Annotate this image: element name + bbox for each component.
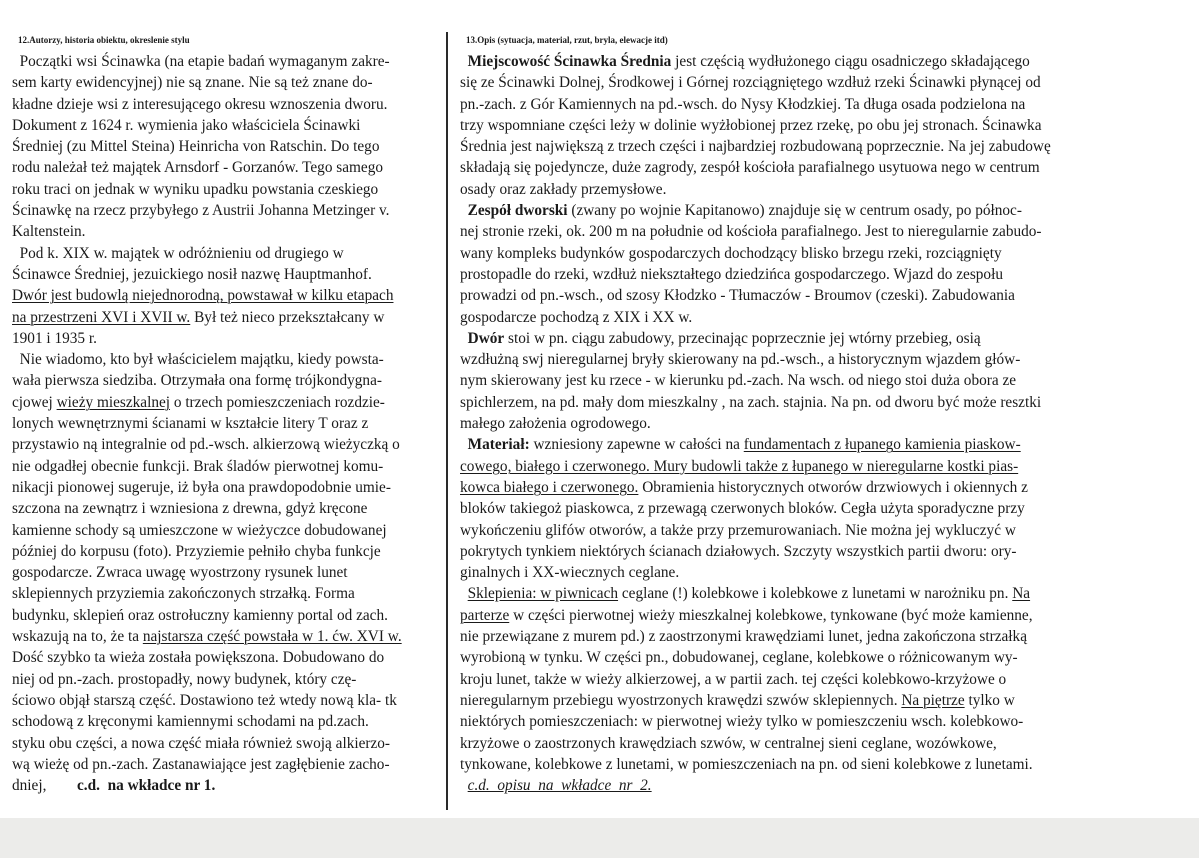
left-line: przystawio ną integralnie od pd.-wsch. alkierzową wieżyczką o [12, 436, 400, 454]
left-line: szczona na zewnątrz i wzniesiona z drewna, gdyż kręcone [12, 500, 368, 518]
history-text [12, 51, 440, 796]
history-column [12, 34, 440, 796]
right-line: Sklepienia: w piwnicach ceglane (!) kolebkowe i kolebkowe z lunetami w narożniku pn. Na [467, 585, 1031, 603]
right-line: cowego, białego i czerwonego. Mury budowli także z łupanego w nieregularne kostki pias- [460, 457, 1019, 475]
left-line: Dość szybko ta wieża została powiększona. Dobudowano do [12, 649, 385, 667]
left-line: Pod k. XIX w. majątek w odróżnieniu od drugiego w [12, 244, 344, 262]
right-line: parterze w części pierwotnej wieży mieszkalnej kolebkowe, tynkowane (być może kamienne, [460, 606, 1033, 624]
left-line: schodową z kręconymi kamiennymi schodami na pd.zach. [12, 713, 369, 731]
right-line: kroju lunet, także w wieży alkierzowej, a w partii zach. tej części kolebkowo-krzyżowe o [460, 670, 1007, 688]
right-line: trzy wspomniane części leży w dolinie wyżłobionej przez rzekę, po obu jej stronach. Ścinawka [460, 116, 1042, 134]
right-line: spichlerzem, na pd. mały dom mieszkalny , na zach. stajnia. Na pn. od dworu być może resztki [460, 393, 1042, 411]
left-line: Nie wiadomo, kto był właścicielem majątku, kiedy powsta- [12, 351, 384, 369]
left-line: nie odgadłej obecnie funkcji. Brak śladów pierwotnej komu- [12, 457, 384, 475]
right-line: gospodarcze pochodzą z XIX i XX w. [460, 308, 693, 326]
left-line: kładne dzieje wsi z interesującego okresu wznoszenia dworu. [12, 95, 388, 113]
description-column [460, 34, 1190, 796]
left-line: ściowo objął starszą część. Dostawiono też wtedy nową kla- tk [12, 691, 397, 709]
right-line: c.d. opisu na wkładce nr 2. [467, 777, 652, 795]
right-line: wany kompleks budynków gospodarczych dochodzący blisko brzegu rzeki, rozciągnięty [460, 244, 1002, 262]
right-line: się ze Ścinawki Dolnej, Środkowej i Górnej rozciągniętego wzdłuż rzeki Ścinawki płynącej od [460, 74, 1041, 92]
left-line: wą wieżę od pn.-zach. Zastanawiające jest zagłębienie zacho- [12, 755, 390, 773]
right-line: Materiał: wzniesiony zapewne w całości na fundamentach z łupanego kamienia piaskow- [467, 436, 1021, 454]
left-line: rodu należał też majątek Arnsdorf - Gorzanów. Tego samego [12, 159, 384, 177]
right-line: pokrytych tynkiem niektórych ścianach działowych. Szczyty wszystkich partii dworu: ory- [460, 542, 1017, 560]
right-line: prowadzi od pn.-wsch., od szosy Kłodzko - Tłumaczów - Broumov (czeski). Zabudowania [460, 287, 1015, 305]
right-line: wyrobioną w tynku. W części pn., dobudowanej, ceglane, kolebkowe o różnicowanym wy- [460, 649, 1018, 667]
left-line: Dokument z 1624 r. wymienia jako właściciela Ścinawki [12, 116, 361, 134]
left-line: cjowej wieży mieszkalnej o trzech pomieszczeniach rozdzie- [12, 393, 385, 411]
history-header: 12.Autorzy, historia obiektu, okreslenie stylu [18, 35, 190, 45]
page-bottom-strip [0, 818, 1199, 858]
left-line: Dwór jest budowlą niejednorodną, powstawał w kilku etapach [12, 287, 394, 305]
left-line: 1901 i 1935 r. [12, 329, 97, 347]
right-line: prostopadle do rzeki, wzdłuż niekształtego dziedzińca gospodarczego. Wjazd do zespołu [460, 265, 1003, 283]
right-line: nie przewiązane z murem pd.) z zaostrzonymi krawędziami lunet, jedna zakończona strzałką [460, 628, 1027, 646]
right-line: wzdłużną swj nieregularnej bryły skierowany na pd.-wsch., a historycznym wjazdem głów- [460, 351, 1021, 369]
left-line: styku obu części, a nowa część miała również swoją alkierzo- [12, 734, 391, 752]
right-line: osady oraz zakłady przemysłowe. [460, 180, 667, 198]
right-line: bloków takiegoż piaskowca, z przewagą czerwonych bloków. Cegła użyta sporadyczne przy [460, 500, 1025, 518]
right-line: niektórych pomieszczeniach: w pierwotnej wieży tylko w pomieszczeniu wsch. kolebkowo- [460, 713, 1024, 731]
left-line: lonych wewnętrznymi ścianami w kształcie litery T oraz z [12, 415, 369, 433]
right-line: nej stronie rzeki, ok. 200 m na południe od kościoła parafialnego. Jest to nieregularnie zabudo- [460, 223, 1042, 241]
left-line: Ścinawce Średniej, jezuickiego nosił nazwę Hauptmanhof. [12, 265, 372, 283]
right-line: kowca białego i czerwonego. Obramienia historycznych otworów drzwiowych i okiennych z [460, 478, 1028, 496]
description-text [460, 51, 1190, 796]
left-line: sem karty ewidencyjnej) nie są znane. Nie są też znane do- [12, 74, 373, 92]
left-line: później do korpusu (foto). Przyziemie pełniło chyba funkcje [12, 542, 381, 560]
left-line: roku traci on jednak w wyniku upadku powstania czeskiego [12, 180, 379, 198]
left-line: nikacji pionowej sugeruje, iż była ona prawdopodobnie umie- [12, 478, 391, 496]
right-line: tynkowane, kolebkowe z lunetami, w pomieszczeniach na pn. od sieni kolebkowe z lunetami. [460, 755, 1033, 773]
right-line: wykończeniu glifów otworów, a także przy przemurowaniach. Nie można jej wykluczyć w [460, 521, 1016, 539]
right-line: pn.-zach. z Gór Kamiennych na pd.-wsch. do Nysy Kłodzkiej. Ta długa osada podzielona na [460, 95, 1026, 113]
left-line: Średniej (zu Mittel Steina) Heinricha von Ratschin. Do tego [12, 138, 380, 156]
right-line: Zespół dworski (zwany po wojnie Kapitanowo) znajduje się w centrum osady, po północ- [467, 202, 1022, 220]
left-line: Kaltenstein. [12, 223, 86, 241]
right-line: ginalnych i XX-wiecznych ceglane. [460, 564, 680, 582]
left-line: wała pierwsza siedziba. Otrzymała ona formę trójkondygna- [12, 372, 382, 390]
right-line: składają się pojedyncze, duże zagrody, zespół kościoła parafialnego usytuowa nego w centrum [460, 159, 1040, 177]
right-line: małego założenia ogrodowego. [460, 415, 651, 433]
left-line: Początki wsi Ścinawka (na etapie badań wymaganym zakre- [12, 53, 390, 70]
left-line: Ścinawkę na rzecz przybyłego z Austrii Johanna Metzinger v. [12, 202, 390, 220]
right-line: Średnia jest największą z trzech części i najbardziej rozbudowaną poprzecznie. Na jej zabudowę [460, 138, 1051, 156]
left-line: gospodarcze. Zwraca uwagę wyostrzony rysunek lunet [12, 564, 348, 582]
left-line: niej od pn.-zach. prostopadły, nowy budynek, który czę- [12, 670, 357, 688]
left-line: na przestrzeni XVI i XVII w. Był też nieco przekształcany w [12, 308, 385, 326]
left-line: sklepiennych przyziemia zakończonych strzałką. Forma [12, 585, 355, 603]
left-line: dniej, c.d. na wkładce nr 1. [12, 777, 216, 795]
left-line: kamienne schody są umieszczone w wieżyczce dobudowanej [12, 521, 387, 539]
right-line: krzyżowe o zaostrzonych krawędziach szwów, w centralnej sieni ceglane, wozówkowe, [460, 734, 997, 752]
left-line: budynku, sklepień oraz ostrołuczny kamienny portal od zach. [12, 606, 388, 624]
right-line: nym skierowany jest ku rzece - w kierunku pd.-zach. Na wsch. od niego stoi duża obora ze [460, 372, 1017, 390]
column-divider [446, 32, 448, 810]
left-line: wskazują na to, że ta najstarsza część powstała w 1. ćw. XVI w. [12, 628, 402, 646]
right-line: Miejscowość Ścinawka Średnia jest częścią wydłużonego ciągu osadniczego składającego [467, 53, 1030, 70]
description-header: 13.Opis (sytuacja, material, rzut, bryla, elewacje itd) [466, 35, 668, 45]
right-line: nieregularnym przebiegu wyostrzonych krawędzi szwów sklepiennych. Na piętrze tylko w [460, 691, 1015, 709]
right-line: Dwór stoi w pn. ciągu zabudowy, przecinając poprzecznie jej wtórny przebieg, osią [467, 329, 981, 347]
